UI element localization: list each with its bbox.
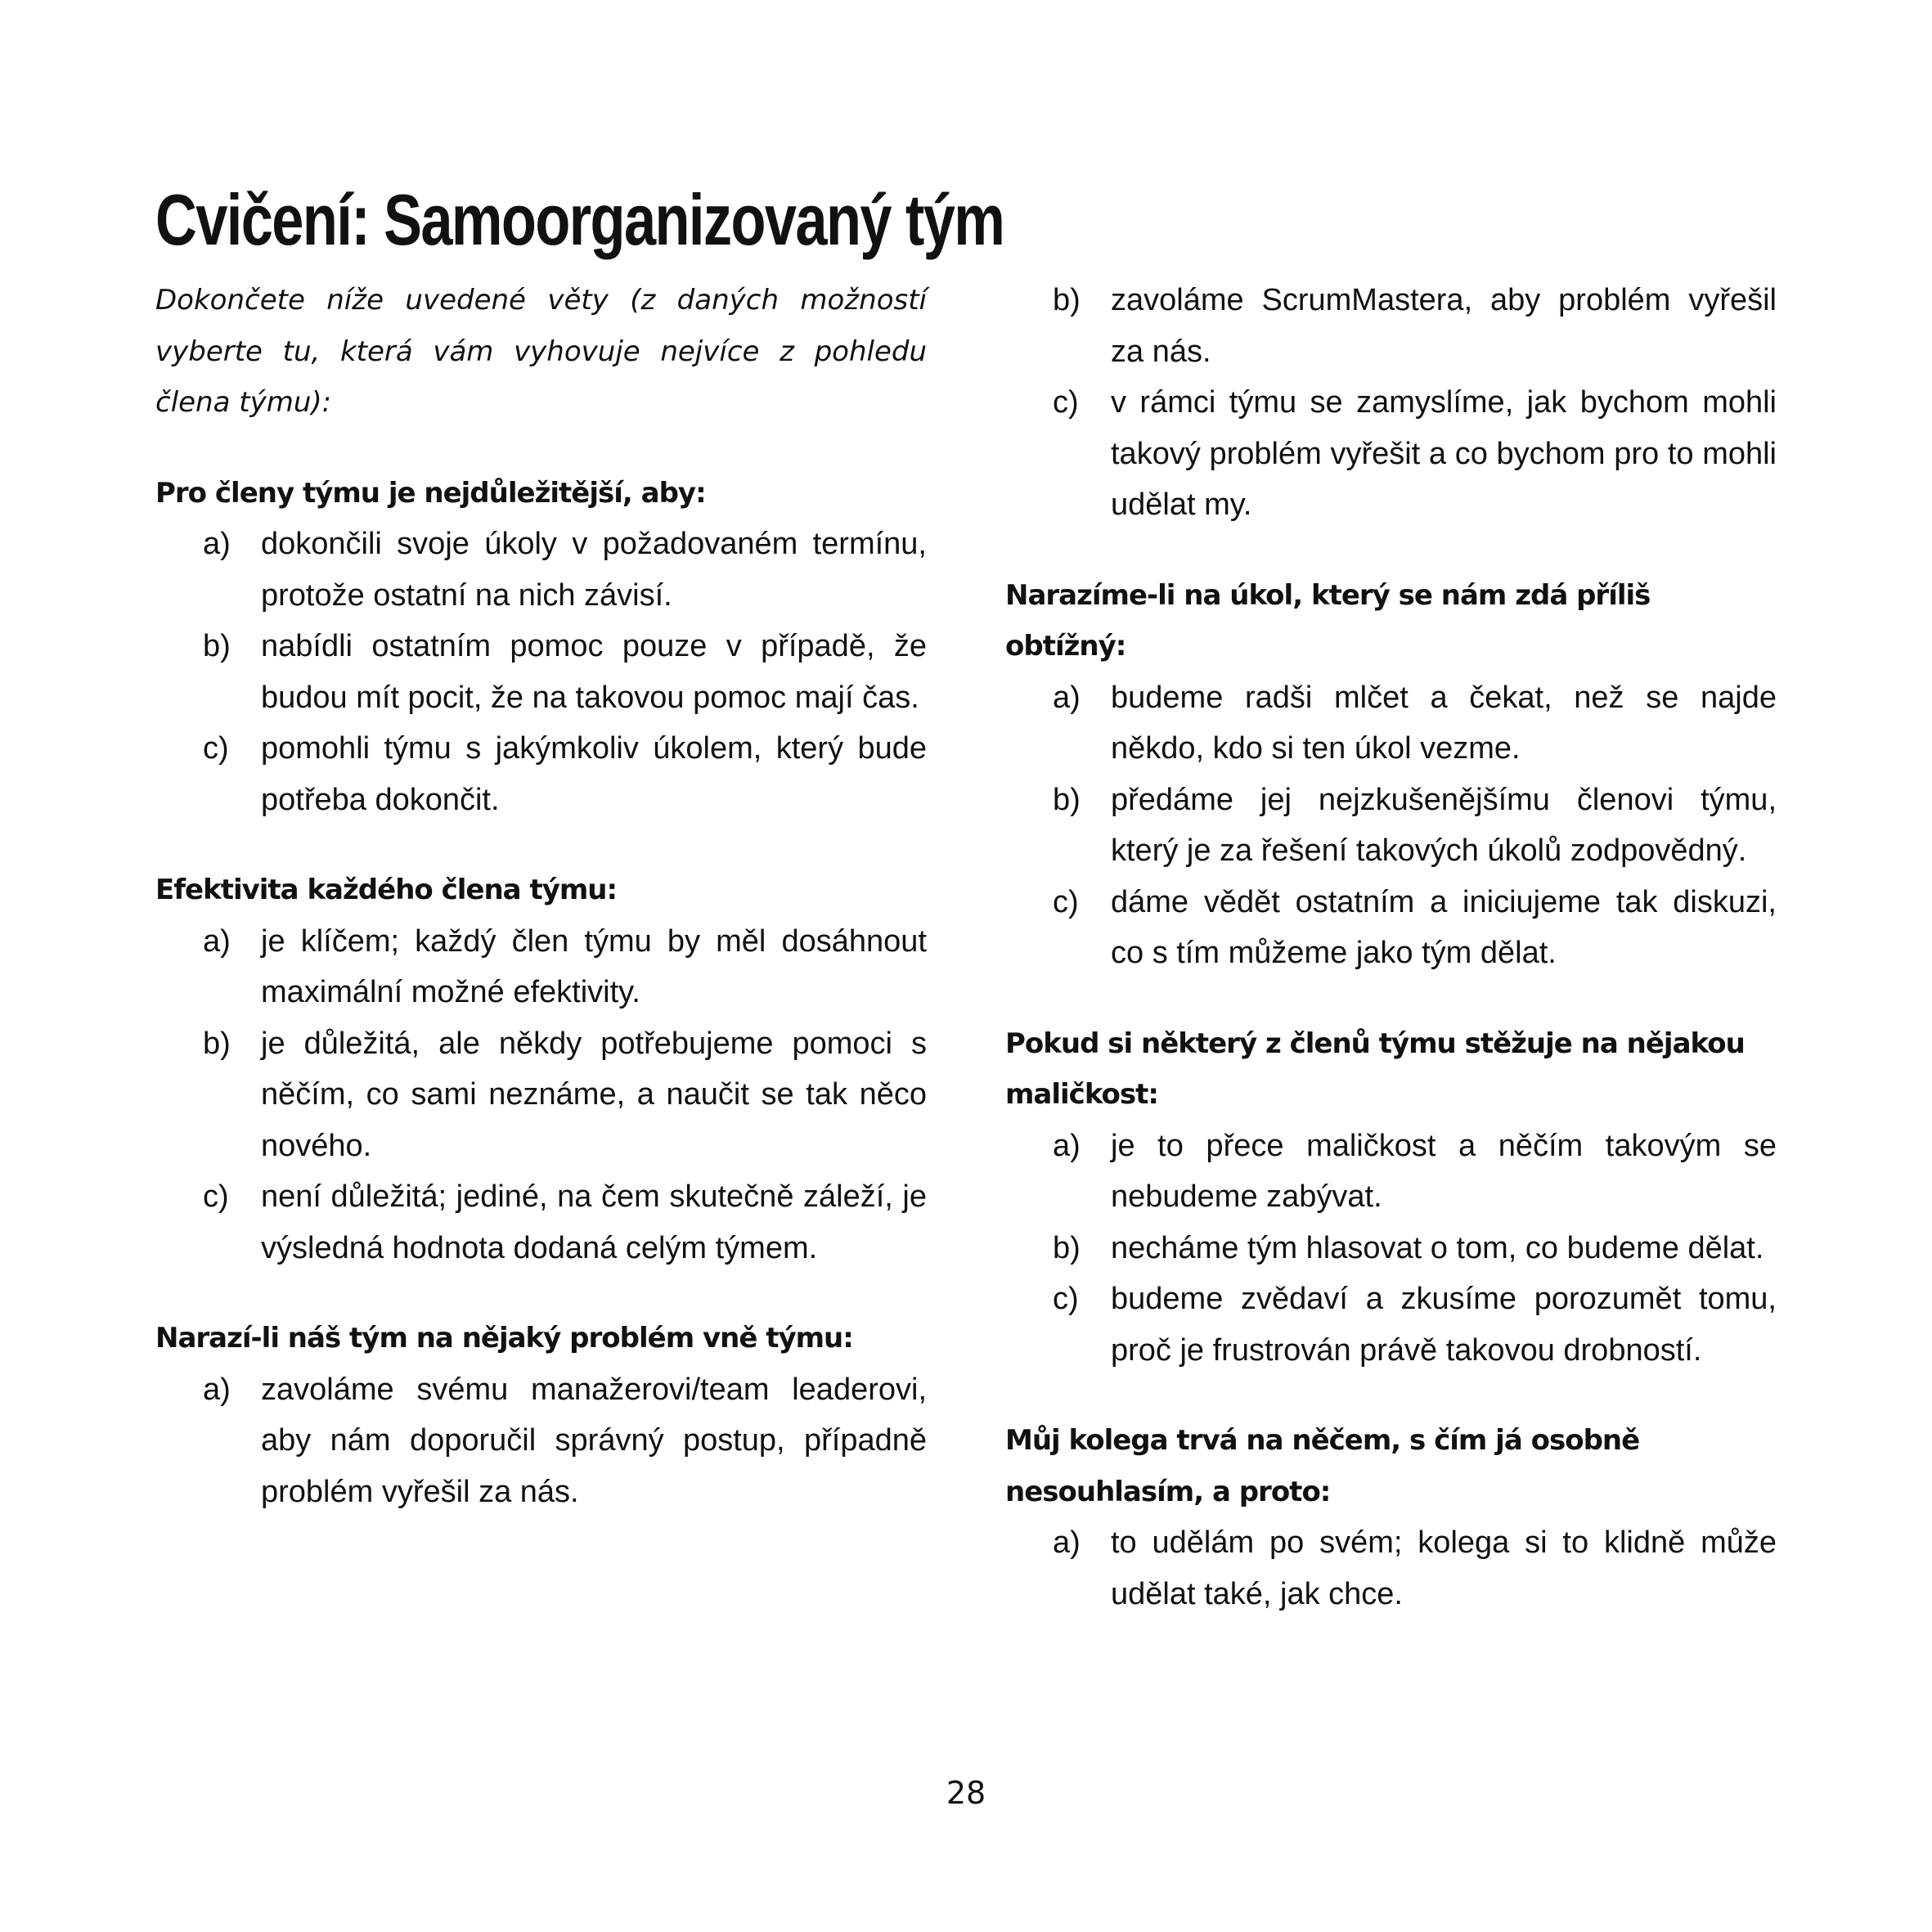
option-text: pomohli týmu s jakýmkoliv úkolem, který bude potřeba dokončit. (261, 731, 927, 817)
question-section (1005, 570, 1777, 979)
option-label: a) (203, 923, 231, 959)
answer-option (1005, 1274, 1777, 1376)
option-text: to udělám po svém; kolega si to klidně může udělat také, jak chce. (1111, 1525, 1777, 1611)
answer-option (1005, 275, 1777, 377)
option-label: b) (1053, 782, 1081, 817)
answer-option (1005, 775, 1777, 877)
question-section (1005, 275, 1777, 531)
option-label: a) (1053, 1525, 1081, 1560)
question-heading: Můj kolega trvá na něčem, s čím já osobně nesouhlasím, a proto: (1005, 1424, 1640, 1508)
question-section (155, 468, 927, 826)
option-label: c) (203, 731, 229, 766)
option-text: je důležitá, ale někdy potřebujeme pomoci s něčím, co sami neznáme, a naučit se tak něco nového. (261, 1026, 927, 1163)
option-text: dokončili svoje úkoly v požadovaném termínu, protože ostatní na nich závisí. (261, 527, 927, 613)
option-label: c) (203, 1179, 229, 1214)
option-text: zavoláme ScrumMastera, aby problém vyřešil za nás. (1111, 283, 1777, 369)
option-text: předáme jej nejzkušenějšímu členovi týmu, který je za řešení takových úkolů zodpovědný. (1111, 782, 1777, 868)
option-text: není důležitá; jediné, na čem skutečně záleží, je výsledná hodnota dodaná celým týmem. (261, 1179, 927, 1265)
question-heading: Pokud si některý z členů týmu stěžuje na nějakou maličkost: (1005, 1027, 1745, 1111)
answer-option (155, 519, 927, 621)
option-label: a) (203, 527, 231, 561)
option-text: zavoláme svému manažerovi/team leaderovi, aby nám doporučil správný postup, případně problém vyřešil za nás. (261, 1372, 927, 1509)
question-heading: Narazí-li náš tým na nějaký problém vně týmu: (155, 1322, 853, 1355)
answer-option (1005, 1223, 1777, 1274)
option-text: je klíčem; každý člen týmu by měl dosáhnout maximální možné efektivity. (261, 923, 927, 1009)
option-text: budeme radši mlčet a čekat, než se najde někdo, kdo si ten úkol vezme. (1111, 680, 1777, 766)
answer-option (155, 1018, 927, 1172)
option-label: b) (1053, 283, 1081, 317)
option-text: dáme vědět ostatním a iniciujeme tak diskuzi, co s tím můžeme jako tým dělat. (1111, 884, 1777, 970)
question-heading: Pro členy týmu je nejdůležitější, aby: (155, 476, 706, 510)
option-label: c) (1053, 884, 1079, 919)
answer-option (155, 723, 927, 825)
option-label: a) (203, 1372, 231, 1407)
option-label: c) (1053, 385, 1079, 420)
left-column (155, 275, 927, 1517)
answer-option (155, 916, 927, 1018)
right-column (1005, 275, 1777, 1620)
option-label: b) (203, 1026, 231, 1061)
option-label: c) (1053, 1282, 1079, 1316)
option-text: budeme zvědaví a zkusíme porozumět tomu, proč je frustrován právě takovou drobností. (1111, 1282, 1777, 1368)
question-section (1005, 1415, 1777, 1620)
question-section (155, 865, 927, 1274)
option-label: b) (203, 629, 231, 663)
question-section (1005, 1018, 1777, 1377)
page-number: 28 (946, 1775, 986, 1811)
answer-option (1005, 877, 1777, 979)
answer-option (155, 1364, 927, 1518)
answer-option (1005, 672, 1777, 775)
option-label: a) (1053, 680, 1081, 715)
answer-option (155, 621, 927, 723)
option-text: v rámci týmu se zamyslíme, jak bychom mohli takový problém vyřešit a co bychom pro to mohli udělat my. (1111, 385, 1777, 522)
question-heading: Narazíme-li na úkol, který se nám zdá příliš obtížný: (1005, 578, 1651, 663)
question-heading: Efektivita každého člena týmu: (155, 874, 618, 906)
option-text: je to přece maličkost a něčím takovým se nebudeme zabývat. (1111, 1128, 1777, 1214)
option-label: b) (1053, 1230, 1081, 1265)
option-text: nabídli ostatním pomoc pouze v případě, že budou mít pocit, že na takovou pomoc mají čas. (261, 629, 927, 715)
answer-option (1005, 1517, 1777, 1620)
option-label: a) (1053, 1128, 1081, 1163)
option-text: necháme tým hlasovat o tom, co budeme dělat. (1111, 1230, 1764, 1265)
question-section (155, 1313, 927, 1517)
page-title: Cvičení: Samoorganizovaný tým (155, 179, 1004, 260)
answer-option (1005, 377, 1777, 531)
answer-option (1005, 1121, 1777, 1223)
answer-option (155, 1171, 927, 1274)
intro-text: Dokončete níže uvedené věty (z daných možností vyberte tu, která vám vyhovuje nejvíce z pohledu člena týmu): (155, 284, 927, 419)
